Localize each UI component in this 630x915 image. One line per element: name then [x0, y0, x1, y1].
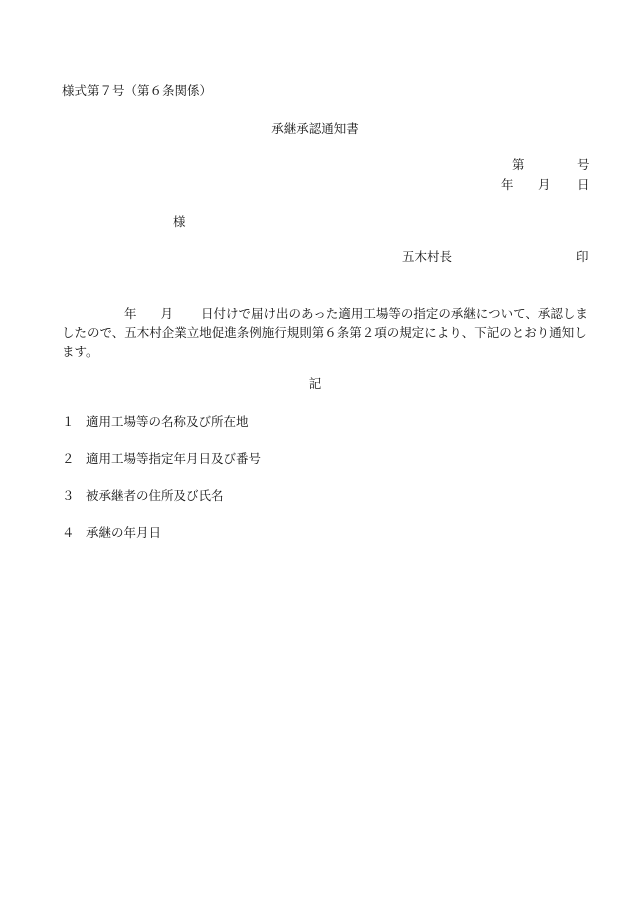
list-item: [62, 451, 261, 467]
list-item-text: 承継の年月日: [86, 525, 162, 540]
list-item-text: 適用工場等指定年月日及び番号: [86, 451, 262, 466]
list-item-number: ２: [62, 451, 75, 466]
notice-body-line-2: したので、五木村企業立地促進条例施行規則第６条第２項の規定により、下記のとおり通知し: [62, 325, 587, 340]
date-day-label: 日: [577, 177, 590, 192]
list-item-number: ３: [62, 488, 75, 503]
notice-body: [62, 304, 588, 361]
form-number: 様式第７号（第６条関係）: [62, 83, 213, 98]
notice-body-line-3: ます。: [62, 344, 99, 359]
addressee-honorific: 様: [173, 214, 186, 229]
list-item-number: １: [62, 414, 75, 429]
list-item: [62, 488, 224, 504]
document-number-suffix: 号: [577, 157, 590, 172]
list-item-text: 被承継者の住所及び氏名: [86, 488, 224, 503]
seal-mark: 印: [576, 249, 589, 264]
list-item-text: 適用工場等の名称及び所在地: [86, 414, 249, 429]
list-item-number: ４: [62, 525, 75, 540]
date-month-label: 月: [538, 177, 551, 192]
list-item: [62, 414, 249, 430]
ki-heading: 記: [308, 376, 322, 391]
document-number-prefix: 第: [512, 157, 525, 172]
issuer-name: 五木村長: [402, 249, 453, 264]
notice-body-line-1: [62, 304, 588, 323]
document-title: 承継承認通知書: [271, 121, 359, 136]
body-month-label: 月: [160, 306, 174, 321]
date-year-label: 年: [501, 177, 514, 192]
body-line-1-text: 日付けで届け出のあった適用工場等の指定の承継について、承認しま: [201, 306, 588, 321]
list-item: [62, 525, 161, 541]
body-year-label: 年: [124, 306, 137, 321]
